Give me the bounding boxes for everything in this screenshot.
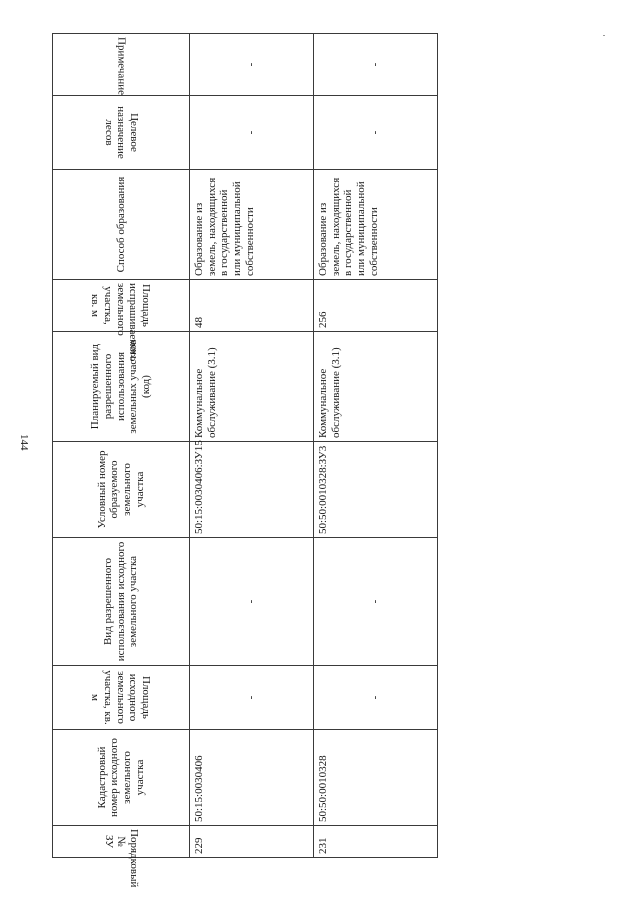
header-cell bbox=[53, 96, 190, 170]
header-text: Планируемый вид разрешенного использования земельных участков (код) bbox=[89, 339, 152, 434]
source-use-cell: - bbox=[190, 538, 314, 666]
row-number-cell: 231 bbox=[314, 826, 438, 858]
header-cell bbox=[53, 442, 190, 538]
header-text: Площадь исходного земельного участка, кв. м bbox=[90, 670, 153, 725]
header-cell bbox=[53, 666, 190, 730]
table-row bbox=[314, 34, 438, 858]
requested-area-cell: 256 bbox=[314, 280, 438, 332]
header-text: Площадь испрашиваемого земельного участка, кв. м bbox=[90, 283, 153, 362]
table-row bbox=[190, 34, 314, 858]
source-area-cell: - bbox=[190, 666, 314, 730]
header-cell bbox=[53, 538, 190, 666]
page-number: 144 bbox=[18, 434, 30, 451]
header-text: Способ образования bbox=[114, 176, 127, 273]
header-text: Кадастровый номер исходного земельного участка bbox=[95, 738, 146, 817]
header-text: Примечание bbox=[115, 37, 128, 95]
row-number-cell: 229 bbox=[190, 826, 314, 858]
conditional-number-cell: 50:50:0010328:ЗУ3 bbox=[314, 442, 438, 538]
header-cell bbox=[53, 332, 190, 442]
header-text: Вид разрешенного использования исходного земельного участка bbox=[102, 541, 140, 662]
source-area-cell: - bbox=[314, 666, 438, 730]
header-text: Условный номер образуемого земельного участка bbox=[95, 450, 146, 529]
source-use-cell: - bbox=[314, 538, 438, 666]
header-row bbox=[53, 34, 190, 858]
header-text: Целевое назначение лесов bbox=[102, 106, 140, 159]
header-cell bbox=[53, 170, 190, 280]
cadastral-number-cell: 50:15:0030406 bbox=[190, 730, 314, 826]
scan-speck bbox=[603, 35, 605, 36]
header-cell bbox=[53, 826, 190, 888]
rotated-table-container bbox=[52, 34, 438, 888]
formation-method-cell: Образование из земель, находящихся в государственной или муниципальной собственности bbox=[190, 170, 314, 280]
conditional-number-cell: 50:15:0030406:ЗУ15 bbox=[190, 442, 314, 538]
forest-purpose-cell: - bbox=[190, 96, 314, 170]
requested-area-cell: 48 bbox=[190, 280, 314, 332]
header-cell bbox=[53, 34, 190, 96]
planned-use-cell: Коммунальное обслуживание (3.1) bbox=[314, 332, 438, 442]
note-cell: - bbox=[314, 34, 438, 96]
header-cell bbox=[53, 280, 190, 362]
header-text: Порядковый № ЗУ bbox=[102, 829, 140, 888]
forest-purpose-cell: - bbox=[314, 96, 438, 170]
planned-use-cell: Коммунальное обслуживание (3.1) bbox=[190, 332, 314, 442]
land-plots-table bbox=[52, 33, 438, 888]
formation-method-cell: Образование из земель, находящихся в государственной или муниципальной собственности bbox=[314, 170, 438, 280]
cadastral-number-cell: 50:50:0010328 bbox=[314, 730, 438, 826]
note-cell: - bbox=[190, 34, 314, 96]
header-cell bbox=[53, 730, 190, 826]
